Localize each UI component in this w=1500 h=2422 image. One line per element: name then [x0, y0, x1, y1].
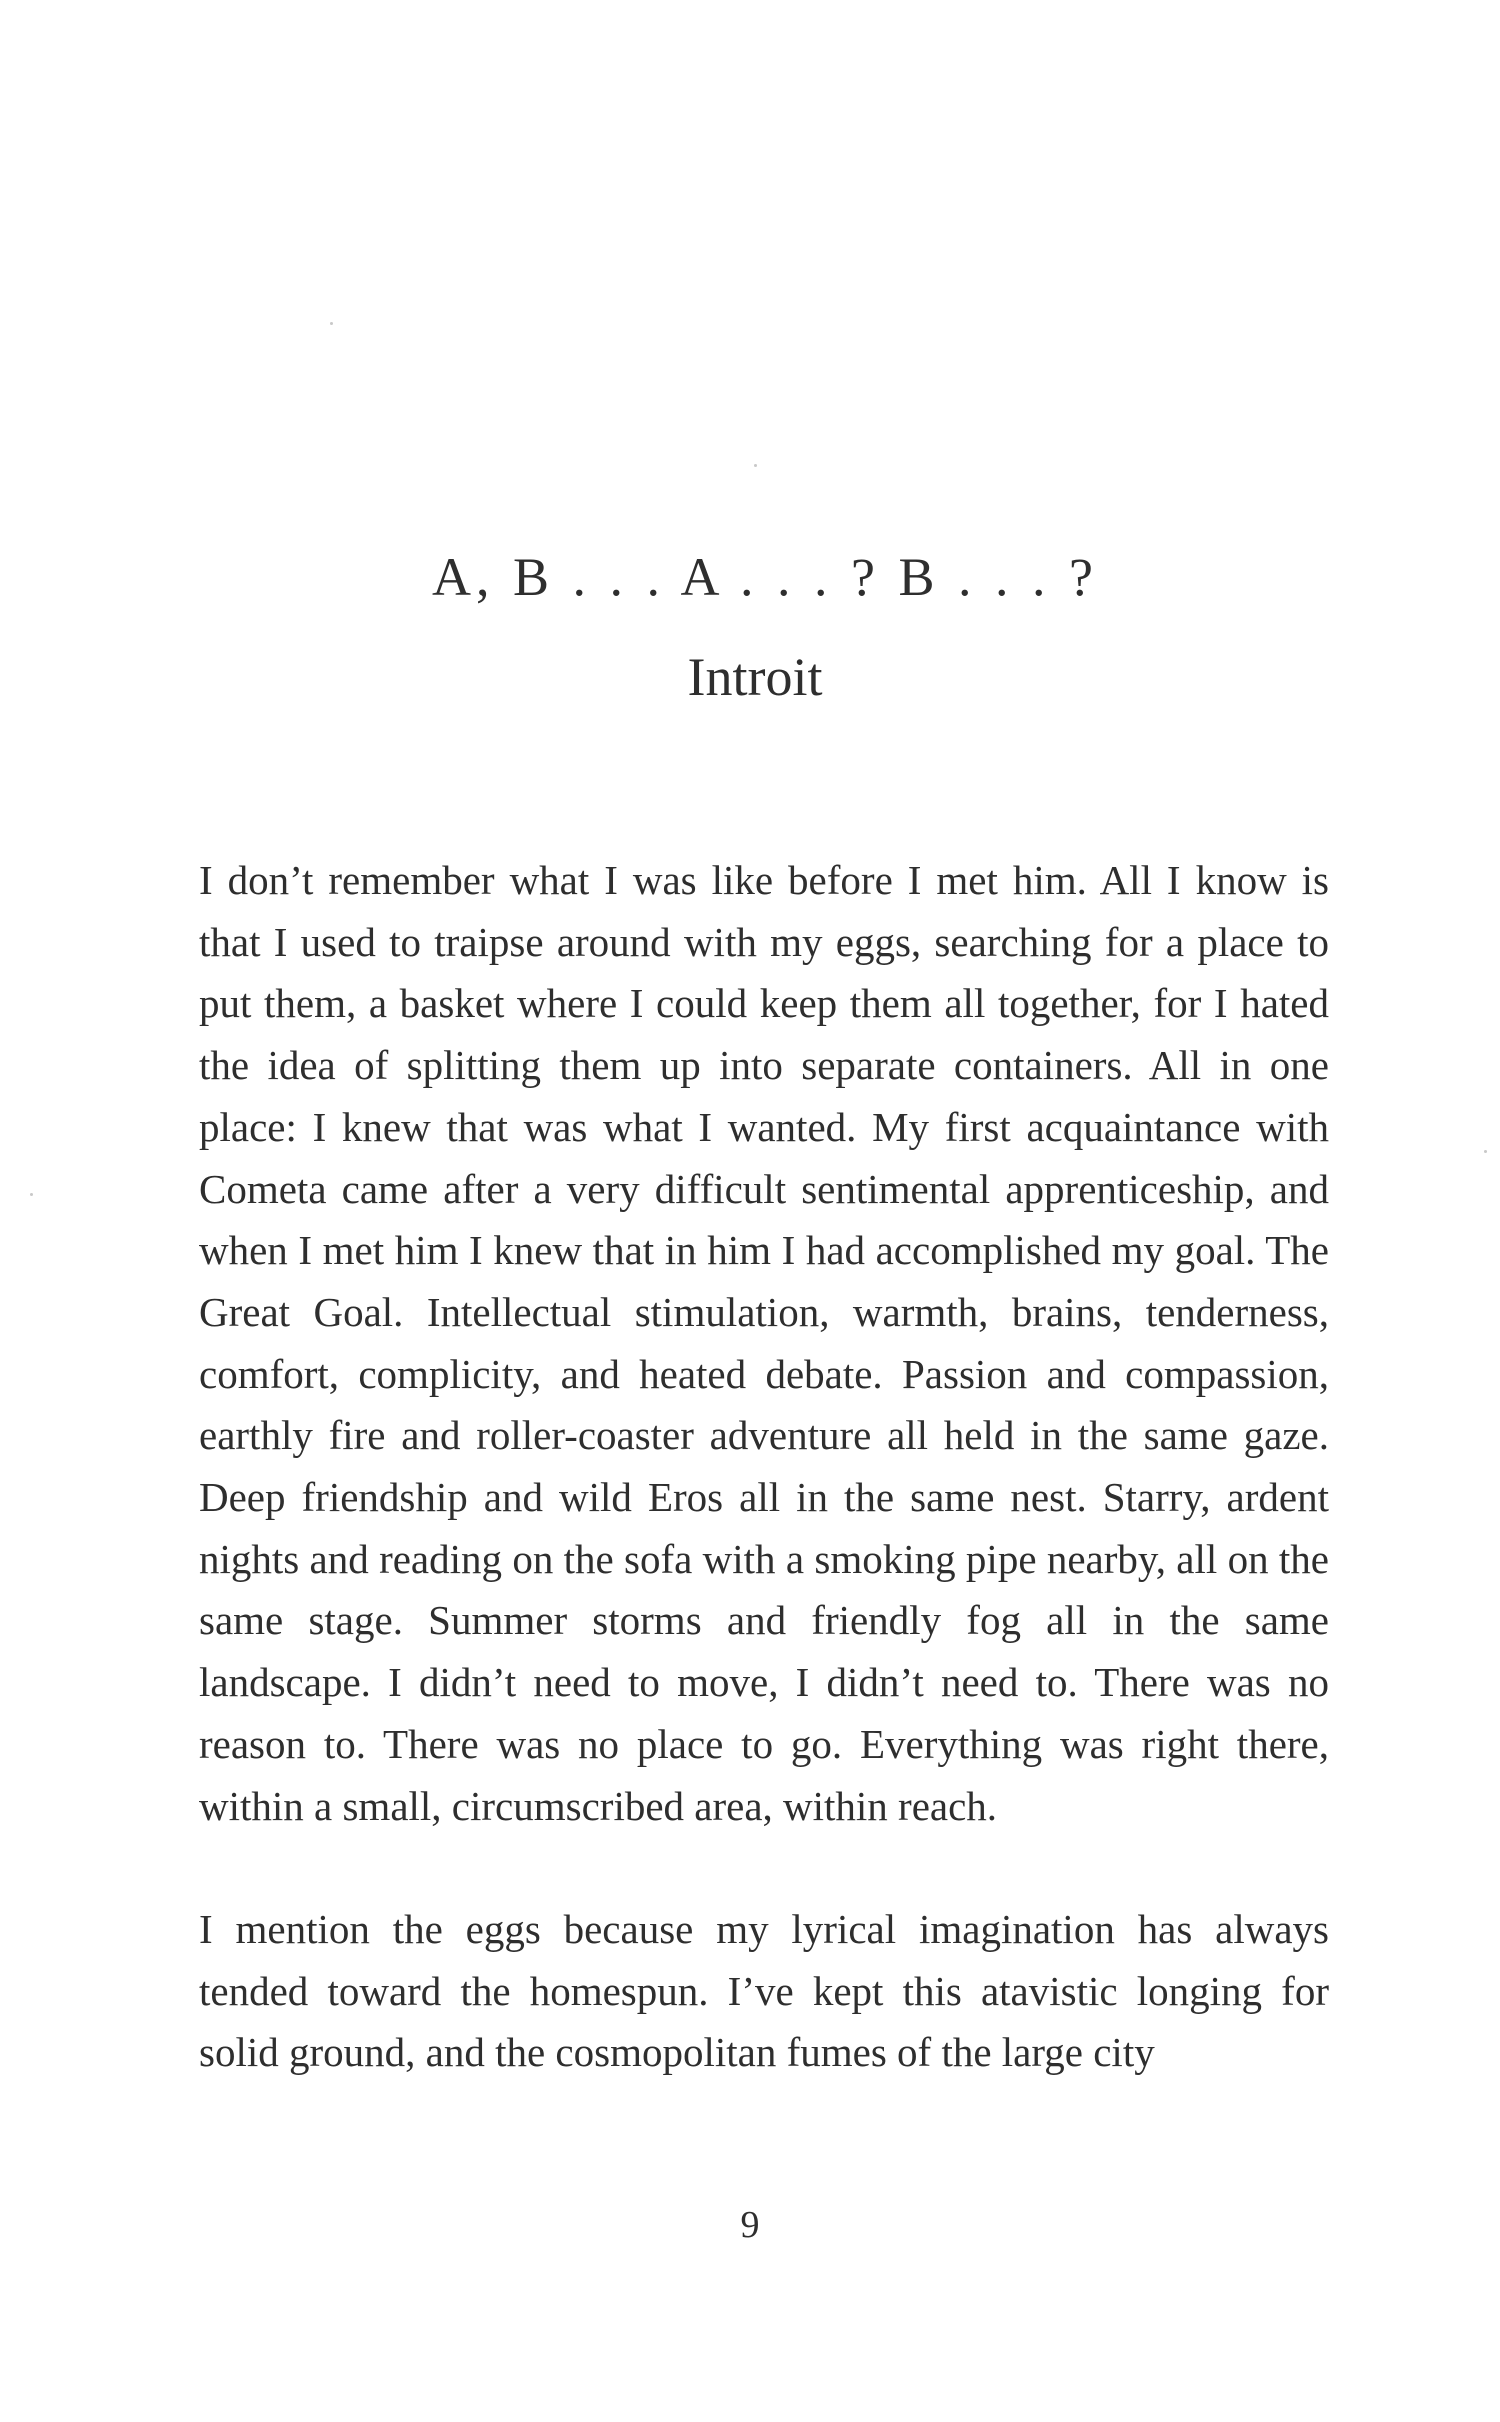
paper-speck	[330, 322, 333, 325]
chapter-title: A, B . . . A . . . ? B . . . ?	[431, 547, 1098, 607]
paragraph-2: I mention the eggs because my lyrical imagination has always tended toward the homespun. I’ve kept this atavistic longing for solid ground, and the cosmopolitan fumes of the large city	[199, 1905, 1329, 2076]
chapter-heading	[0, 540, 1500, 714]
body-text	[199, 850, 1329, 2084]
page-number: 9	[740, 2204, 760, 2246]
paper-speck	[754, 464, 757, 467]
paper-speck	[30, 1193, 33, 1196]
paper-speck	[1484, 1150, 1487, 1153]
paragraph-1: I don’t remember what I was like before I met him. All I know is that I used to traipse around with my eggs, searching for a place to put them, a basket where I could keep them all together, for I hated the idea of splitting them up into separate containers. All in one place: I knew that was what I wanted. My first acquaintance with Cometa came after a very difficult sentimental apprenticeship, and when I met him I knew that in him I had accomplished my goal. The Great Goal. Intellectual stimulation, warmth, brains, tenderness, comfort, complicity, and heated debate. Passion and compassion, earthly fire and roller-coaster adventure all held in the same gaze. Deep friendship and wild Eros all in the same nest. Starry, ardent nights and reading on the sofa with a smoking pipe nearby, all on the same stage. Summer storms and friendly fog all in the same landscape. I didn’t need to move, I didn’t need to. There was no reason to. There was no place to go. Everything was right there, within a small, circumscribed area, within reach.	[199, 857, 1329, 1829]
chapter-subtitle: Introit	[687, 647, 823, 707]
